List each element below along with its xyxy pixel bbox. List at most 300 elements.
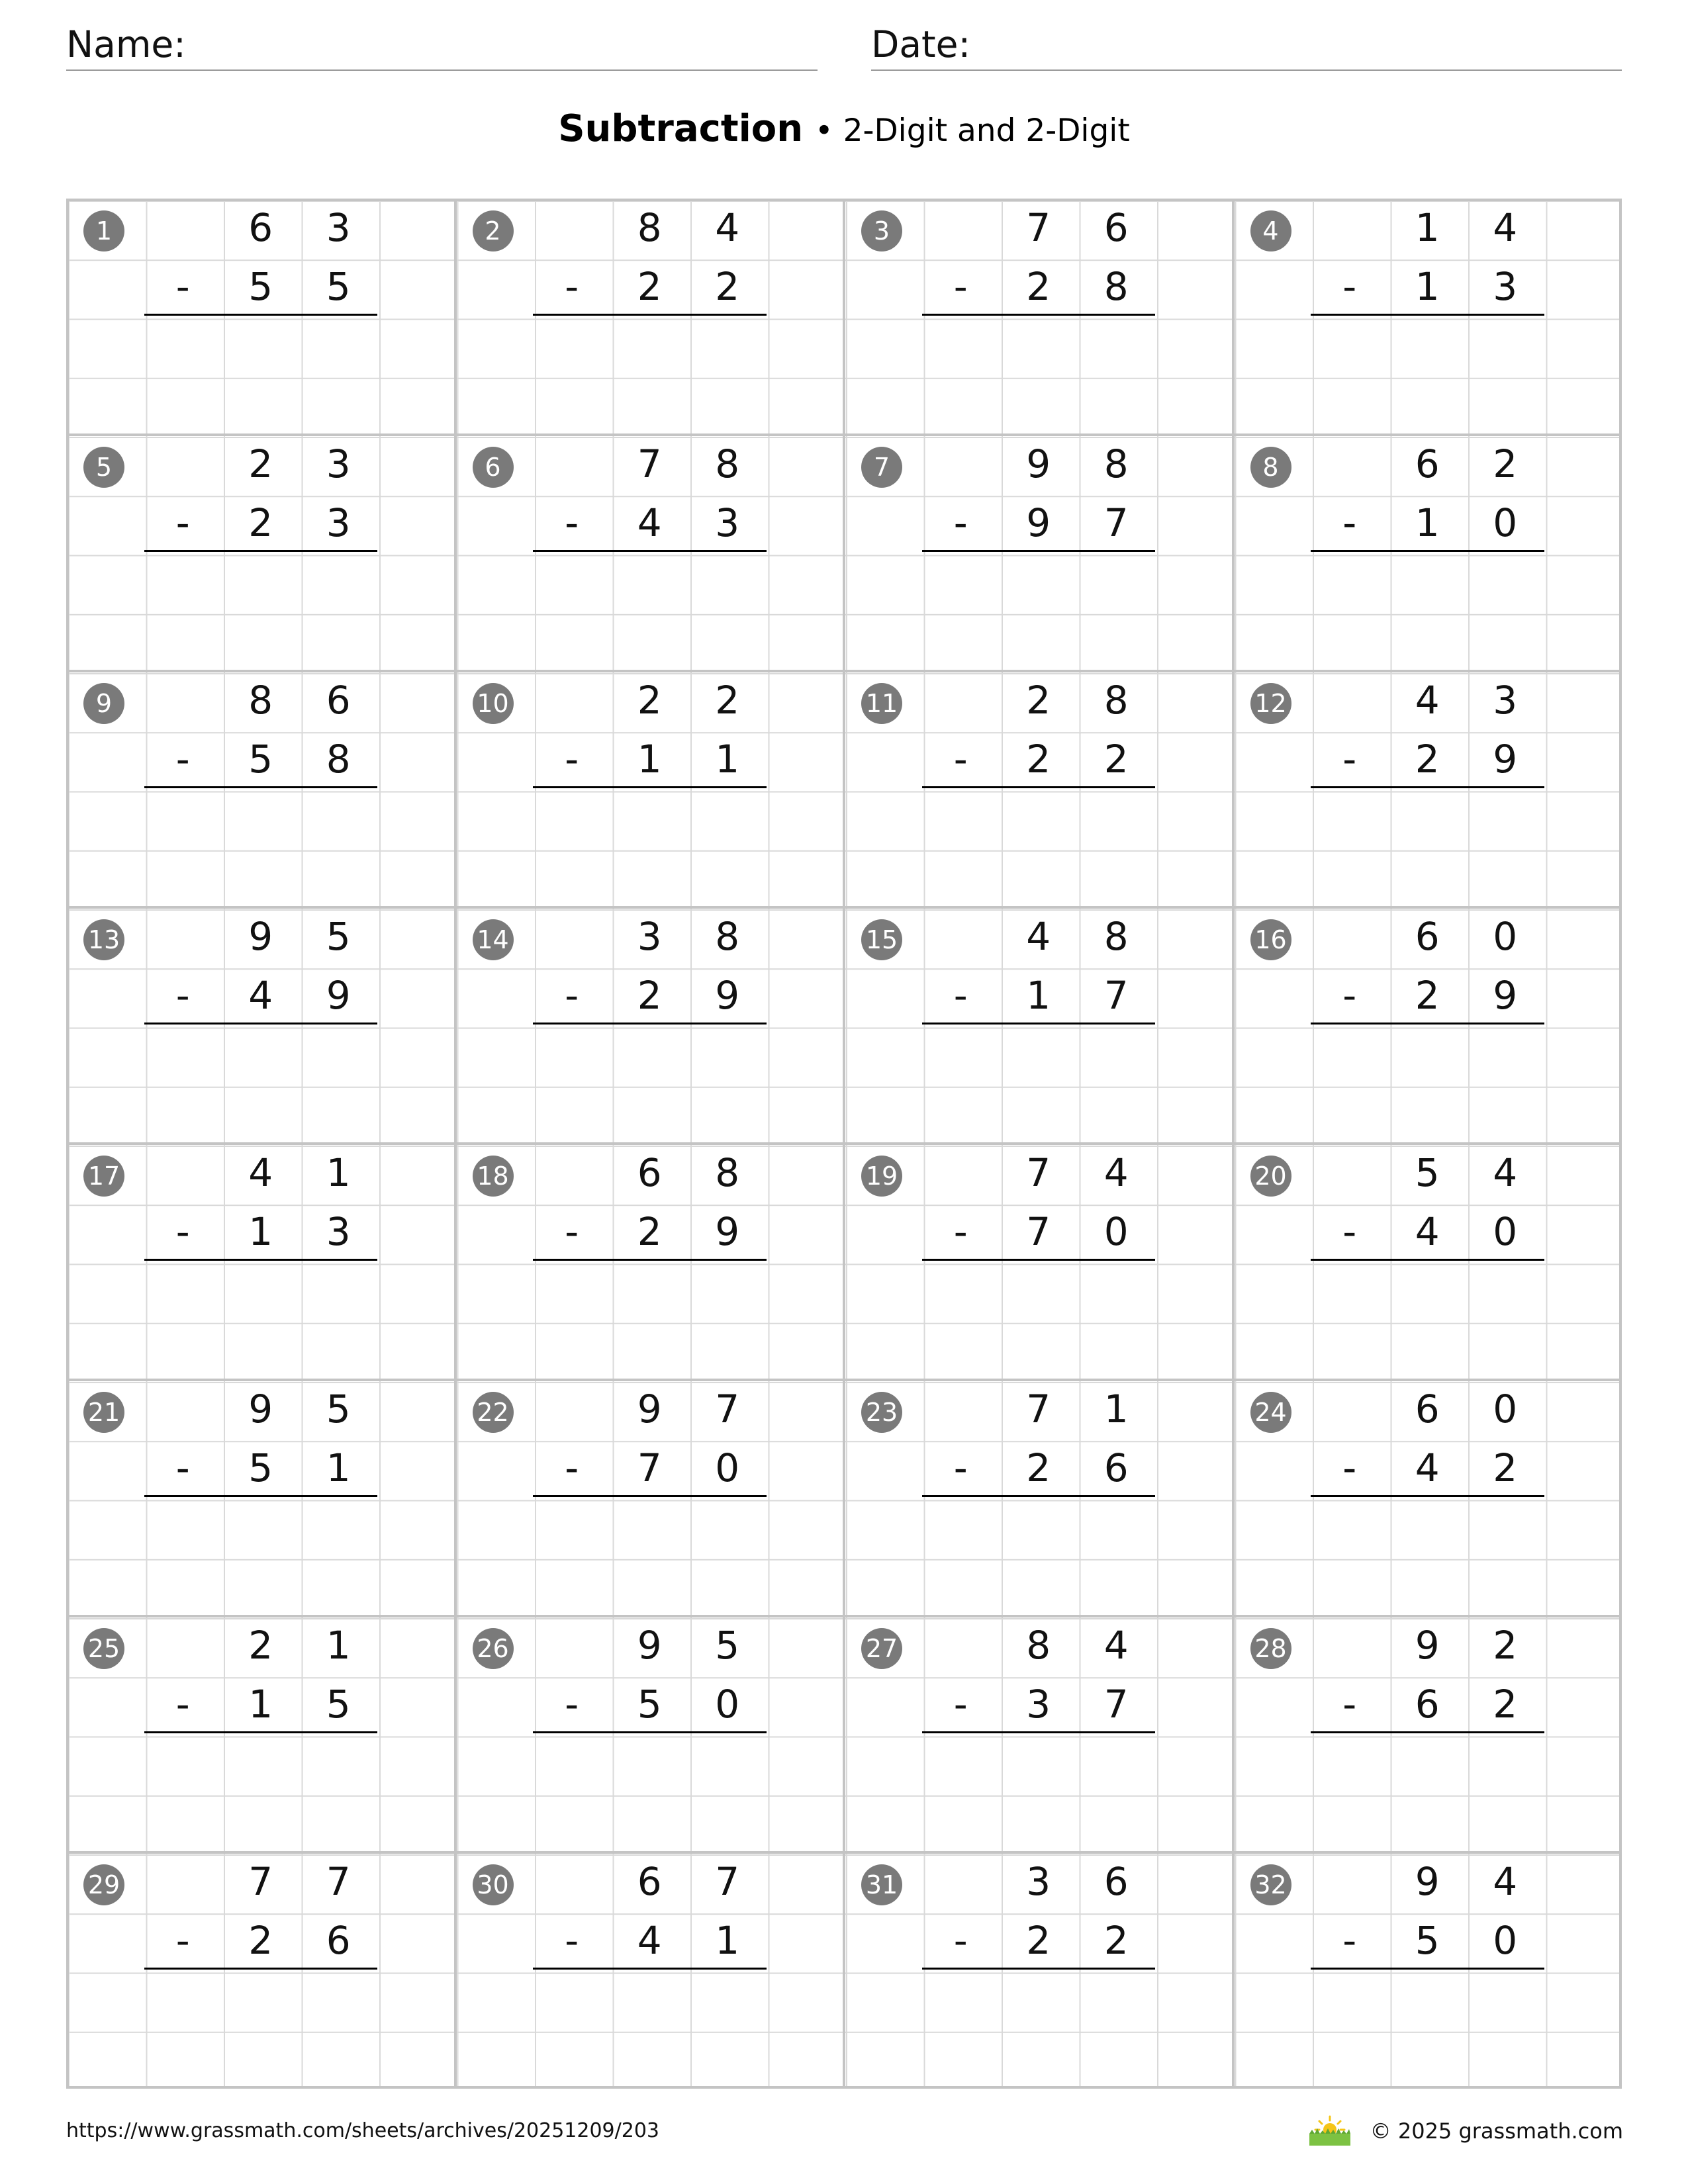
- answer-line: [922, 314, 1156, 316]
- subtrahend-tens-digit: 2: [248, 500, 273, 546]
- minus-sign: -: [953, 973, 968, 1019]
- subtrahend-tens-digit: 2: [1415, 973, 1440, 1019]
- problem-number-badge: 23: [861, 1392, 902, 1433]
- minuend-tens-digit: 9: [248, 914, 273, 959]
- problem-29: [66, 1852, 455, 2089]
- minus-sign: -: [565, 1682, 579, 1727]
- answer-line: [144, 786, 378, 788]
- subtrahend-ones-digit: 6: [326, 1918, 351, 1964]
- subtrahend-tens-digit: 1: [637, 737, 662, 782]
- minuend-ones-digit: 4: [1103, 1623, 1129, 1668]
- minuend-tens-digit: 2: [248, 1623, 273, 1668]
- subtrahend-tens-digit: 5: [248, 1445, 273, 1491]
- subtrahend-tens-digit: 2: [1026, 737, 1051, 782]
- minuend-tens-digit: 6: [1415, 441, 1440, 486]
- minuend-ones-digit: 1: [326, 1150, 351, 1195]
- subtrahend-tens-digit: 5: [1415, 1918, 1440, 1964]
- subtrahend-ones-digit: 0: [715, 1445, 740, 1491]
- answer-area[interactable]: [922, 790, 1156, 908]
- minus-sign: -: [953, 1209, 968, 1255]
- minus-sign: -: [953, 737, 968, 782]
- subtrahend-tens-digit: 2: [1026, 264, 1051, 310]
- subtrahend-ones-digit: 3: [1493, 264, 1518, 310]
- answer-line: [1311, 1495, 1544, 1497]
- problem-12: [1233, 671, 1622, 907]
- subtrahend-tens-digit: 4: [1415, 1209, 1440, 1255]
- subtrahend-tens-digit: 9: [1026, 500, 1051, 546]
- minuend-ones-digit: 2: [1493, 441, 1518, 486]
- subtrahend-ones-digit: 0: [1493, 1918, 1518, 1964]
- minuend-ones-digit: 3: [326, 441, 351, 486]
- subtrahend-tens-digit: 2: [248, 1918, 273, 1964]
- problem-number-badge: 14: [473, 919, 514, 960]
- minuend-ones-digit: 3: [326, 205, 351, 250]
- minus-sign: -: [1342, 1445, 1357, 1491]
- answer-area[interactable]: [1311, 553, 1544, 672]
- problem-grid: [66, 199, 1622, 2089]
- minuend-tens-digit: 2: [1026, 678, 1051, 723]
- answer-area[interactable]: [922, 1971, 1156, 2089]
- problem-31: [844, 1852, 1233, 2089]
- minus-sign: -: [175, 1209, 190, 1255]
- subtrahend-tens-digit: 3: [1026, 1682, 1051, 1727]
- subtrahend-tens-digit: 5: [248, 264, 273, 310]
- subtrahend-ones-digit: 3: [326, 1209, 351, 1255]
- problem-5: [66, 435, 455, 671]
- subtrahend-tens-digit: 4: [248, 973, 273, 1019]
- subtrahend-ones-digit: 3: [715, 500, 740, 546]
- minuend-tens-digit: 6: [637, 1150, 662, 1195]
- subtrahend-ones-digit: 1: [715, 1918, 740, 1964]
- answer-area[interactable]: [533, 1262, 767, 1381]
- grass-icon: [1309, 2134, 1350, 2146]
- minus-sign: -: [565, 1918, 579, 1964]
- subtrahend-tens-digit: 2: [637, 973, 662, 1019]
- minus-sign: -: [953, 264, 968, 310]
- minus-sign: -: [1342, 264, 1357, 310]
- problem-number-badge: 18: [473, 1156, 514, 1197]
- minuend-ones-digit: 3: [1493, 678, 1518, 723]
- minuend-ones-digit: 5: [326, 1387, 351, 1432]
- subtrahend-ones-digit: 7: [1103, 500, 1129, 546]
- title-subtitle: • 2-Digit and 2-Digit: [814, 113, 1130, 149]
- answer-area[interactable]: [533, 1026, 767, 1144]
- minus-sign: -: [1342, 737, 1357, 782]
- answer-line: [1311, 314, 1544, 316]
- answer-line: [922, 1968, 1156, 1970]
- answer-line: [144, 1495, 378, 1497]
- answer-line: [144, 1968, 378, 1970]
- date-field[interactable]: [871, 20, 1622, 71]
- subtrahend-ones-digit: 9: [1493, 737, 1518, 782]
- answer-area[interactable]: [144, 317, 378, 435]
- minuend-tens-digit: 9: [1026, 441, 1051, 486]
- answer-area[interactable]: [533, 790, 767, 908]
- problem-number-badge: 3: [861, 210, 902, 251]
- subtrahend-ones-digit: 7: [1103, 973, 1129, 1019]
- problem-18: [455, 1144, 845, 1380]
- minus-sign: -: [1342, 1918, 1357, 1964]
- answer-area[interactable]: [144, 1498, 378, 1617]
- problem-number-badge: 5: [83, 447, 124, 488]
- subtrahend-tens-digit: 2: [1026, 1445, 1051, 1491]
- answer-area[interactable]: [533, 317, 767, 435]
- answer-line: [533, 1968, 767, 1970]
- problem-number-badge: 13: [83, 919, 124, 960]
- worksheet-title: [0, 103, 1688, 158]
- problem-number-badge: 26: [473, 1628, 514, 1669]
- minus-sign: -: [175, 1445, 190, 1491]
- minuend-tens-digit: 4: [248, 1150, 273, 1195]
- minuend-ones-digit: 7: [715, 1859, 740, 1904]
- subtrahend-tens-digit: 1: [1415, 500, 1440, 546]
- minuend-tens-digit: 3: [637, 914, 662, 959]
- minus-sign: -: [565, 1445, 579, 1491]
- subtrahend-ones-digit: 9: [1493, 973, 1518, 1019]
- minus-sign: -: [175, 1682, 190, 1727]
- problem-number-badge: 20: [1250, 1156, 1291, 1197]
- answer-line: [922, 1259, 1156, 1261]
- minus-sign: -: [565, 1209, 579, 1255]
- problem-22: [455, 1380, 845, 1616]
- answer-area[interactable]: [922, 553, 1156, 672]
- minuend-tens-digit: 9: [1415, 1859, 1440, 1904]
- minuend-ones-digit: 1: [326, 1623, 351, 1668]
- subtrahend-tens-digit: 2: [637, 264, 662, 310]
- answer-area[interactable]: [922, 1262, 1156, 1381]
- subtrahend-ones-digit: 2: [715, 264, 740, 310]
- answer-line: [144, 550, 378, 552]
- name-label: Name:: [66, 23, 186, 66]
- problem-13: [66, 907, 455, 1144]
- minuend-ones-digit: 5: [715, 1623, 740, 1668]
- subtrahend-tens-digit: 2: [1026, 1918, 1051, 1964]
- subtrahend-ones-digit: 8: [1103, 264, 1129, 310]
- answer-area[interactable]: [922, 1026, 1156, 1144]
- subtrahend-ones-digit: 2: [1103, 737, 1129, 782]
- problem-24: [1233, 1380, 1622, 1616]
- answer-line: [144, 1259, 378, 1261]
- answer-line: [533, 1731, 767, 1733]
- answer-area[interactable]: [533, 1971, 767, 2089]
- minuend-ones-digit: 6: [326, 678, 351, 723]
- problem-32: [1233, 1852, 1622, 2089]
- minus-sign: -: [565, 500, 579, 546]
- answer-area[interactable]: [144, 1971, 378, 2089]
- minuend-ones-digit: 1: [1103, 1387, 1129, 1432]
- problem-21: [66, 1380, 455, 1616]
- copyright-text: © 2025 grassmath.com: [1370, 2118, 1623, 2144]
- answer-area[interactable]: [1311, 790, 1544, 908]
- minus-sign: -: [1342, 1209, 1357, 1255]
- minuend-ones-digit: 6: [1103, 1859, 1129, 1904]
- subtrahend-ones-digit: 2: [1493, 1445, 1518, 1491]
- minus-sign: -: [175, 264, 190, 310]
- minuend-ones-digit: 2: [715, 678, 740, 723]
- subtrahend-ones-digit: 3: [326, 500, 351, 546]
- subtrahend-tens-digit: 4: [1415, 1445, 1440, 1491]
- name-field[interactable]: [66, 20, 818, 71]
- problem-number-badge: 4: [1250, 210, 1291, 251]
- answer-line: [533, 314, 767, 316]
- answer-area[interactable]: [1311, 1498, 1544, 1617]
- problem-19: [844, 1144, 1233, 1380]
- problem-number-badge: 27: [861, 1628, 902, 1669]
- answer-area[interactable]: [1311, 1735, 1544, 1853]
- minuend-tens-digit: 7: [637, 441, 662, 486]
- problem-number-badge: 1: [83, 210, 124, 251]
- problem-number-badge: 21: [83, 1392, 124, 1433]
- minuend-tens-digit: 9: [248, 1387, 273, 1432]
- minuend-tens-digit: 1: [1415, 205, 1440, 250]
- answer-line: [144, 1023, 378, 1024]
- answer-area[interactable]: [1311, 1262, 1544, 1381]
- problem-7: [844, 435, 1233, 671]
- answer-line: [533, 786, 767, 788]
- subtrahend-ones-digit: 9: [326, 973, 351, 1019]
- subtrahend-tens-digit: 5: [637, 1682, 662, 1727]
- problem-2: [455, 199, 845, 435]
- minuend-ones-digit: 0: [1493, 914, 1518, 959]
- minuend-tens-digit: 4: [1415, 678, 1440, 723]
- minuend-tens-digit: 6: [1415, 914, 1440, 959]
- minus-sign: -: [953, 1682, 968, 1727]
- answer-line: [533, 550, 767, 552]
- problem-number-badge: 9: [83, 683, 124, 724]
- answer-line: [922, 550, 1156, 552]
- minuend-ones-digit: 8: [715, 441, 740, 486]
- minuend-tens-digit: 9: [637, 1387, 662, 1432]
- problem-number-badge: 29: [83, 1864, 124, 1905]
- subtrahend-ones-digit: 8: [326, 737, 351, 782]
- subtrahend-ones-digit: 9: [715, 1209, 740, 1255]
- answer-area[interactable]: [144, 790, 378, 908]
- problem-number-badge: 7: [861, 447, 902, 488]
- answer-line: [1311, 1731, 1544, 1733]
- answer-area[interactable]: [1311, 1971, 1544, 2089]
- subtrahend-ones-digit: 2: [1493, 1682, 1518, 1727]
- answer-area[interactable]: [533, 553, 767, 672]
- answer-line: [1311, 786, 1544, 788]
- problem-3: [844, 199, 1233, 435]
- subtrahend-tens-digit: 5: [248, 737, 273, 782]
- minuend-ones-digit: 7: [326, 1859, 351, 1904]
- minus-sign: -: [565, 264, 579, 310]
- problem-6: [455, 435, 845, 671]
- answer-line: [533, 1259, 767, 1261]
- problem-number-badge: 12: [1250, 683, 1291, 724]
- minuend-ones-digit: 8: [1103, 914, 1129, 959]
- minuend-tens-digit: 7: [1026, 1387, 1051, 1432]
- subtrahend-ones-digit: 0: [1493, 1209, 1518, 1255]
- problem-number-badge: 28: [1250, 1628, 1291, 1669]
- minuend-tens-digit: 8: [248, 678, 273, 723]
- minuend-ones-digit: 8: [1103, 441, 1129, 486]
- subtrahend-ones-digit: 0: [1493, 500, 1518, 546]
- minus-sign: -: [953, 500, 968, 546]
- subtrahend-tens-digit: 7: [1026, 1209, 1051, 1255]
- minuend-ones-digit: 4: [1493, 1859, 1518, 1904]
- minuend-tens-digit: 6: [1415, 1387, 1440, 1432]
- subtrahend-tens-digit: 7: [637, 1445, 662, 1491]
- answer-line: [1311, 1968, 1544, 1970]
- problem-number-badge: 17: [83, 1156, 124, 1197]
- problem-11: [844, 671, 1233, 907]
- minuend-tens-digit: 8: [1026, 1623, 1051, 1668]
- subtrahend-tens-digit: 4: [637, 1918, 662, 1964]
- minuend-tens-digit: 9: [637, 1623, 662, 1668]
- subtrahend-tens-digit: 4: [637, 500, 662, 546]
- minuend-ones-digit: 7: [715, 1387, 740, 1432]
- subtrahend-ones-digit: 1: [326, 1445, 351, 1491]
- minus-sign: -: [175, 737, 190, 782]
- answer-line: [1311, 1023, 1544, 1024]
- minuend-ones-digit: 4: [1493, 1150, 1518, 1195]
- answer-area[interactable]: [922, 317, 1156, 435]
- problem-number-badge: 2: [473, 210, 514, 251]
- problem-30: [455, 1852, 845, 2089]
- answer-line: [922, 1731, 1156, 1733]
- minus-sign: -: [1342, 973, 1357, 1019]
- minuend-tens-digit: 2: [637, 678, 662, 723]
- minuend-tens-digit: 4: [1026, 914, 1051, 959]
- minuend-tens-digit: 7: [1026, 1150, 1051, 1195]
- subtrahend-tens-digit: 6: [1415, 1682, 1440, 1727]
- answer-line: [144, 1731, 378, 1733]
- minuend-tens-digit: 3: [1026, 1859, 1051, 1904]
- minuend-tens-digit: 9: [1415, 1623, 1440, 1668]
- date-label: Date:: [871, 23, 970, 66]
- answer-line: [533, 1023, 767, 1024]
- problem-number-badge: 11: [861, 683, 902, 724]
- subtrahend-ones-digit: 5: [326, 264, 351, 310]
- answer-area[interactable]: [144, 553, 378, 672]
- problem-15: [844, 907, 1233, 1144]
- problem-number-badge: 6: [473, 447, 514, 488]
- subtrahend-tens-digit: 2: [637, 1209, 662, 1255]
- subtrahend-ones-digit: 1: [715, 737, 740, 782]
- minuend-tens-digit: 2: [248, 441, 273, 486]
- problem-number-badge: 19: [861, 1156, 902, 1197]
- problem-8: [1233, 435, 1622, 671]
- problem-17: [66, 1144, 455, 1380]
- minus-sign: -: [175, 500, 190, 546]
- problem-number-badge: 15: [861, 919, 902, 960]
- minuend-ones-digit: 8: [715, 1150, 740, 1195]
- answer-area[interactable]: [144, 1735, 378, 1853]
- footer-url: https://www.grassmath.com/sheets/archives/20251209/203: [66, 2119, 660, 2142]
- problem-number-badge: 22: [473, 1392, 514, 1433]
- problem-26: [455, 1616, 845, 1852]
- answer-area[interactable]: [1311, 317, 1544, 435]
- problem-1: [66, 199, 455, 435]
- answer-area[interactable]: [144, 1026, 378, 1144]
- problem-9: [66, 671, 455, 907]
- problem-number-badge: 24: [1250, 1392, 1291, 1433]
- problem-23: [844, 1380, 1233, 1616]
- minus-sign: -: [175, 1918, 190, 1964]
- answer-line: [922, 786, 1156, 788]
- subtrahend-tens-digit: 1: [1026, 973, 1051, 1019]
- problem-16: [1233, 907, 1622, 1144]
- answer-line: [1311, 550, 1544, 552]
- minuend-ones-digit: 2: [1493, 1623, 1518, 1668]
- problem-number-badge: 30: [473, 1864, 514, 1905]
- answer-area[interactable]: [533, 1735, 767, 1853]
- subtrahend-tens-digit: 1: [248, 1209, 273, 1255]
- minuend-tens-digit: 7: [1026, 205, 1051, 250]
- problem-number-badge: 25: [83, 1628, 124, 1669]
- footer-brand: [1307, 2115, 1623, 2147]
- minuend-tens-digit: 6: [637, 1859, 662, 1904]
- problem-25: [66, 1616, 455, 1852]
- minuend-ones-digit: 8: [715, 914, 740, 959]
- subtrahend-ones-digit: 5: [326, 1682, 351, 1727]
- subtrahend-tens-digit: 1: [248, 1682, 273, 1727]
- minuend-tens-digit: 6: [248, 205, 273, 250]
- minus-sign: -: [565, 973, 579, 1019]
- subtrahend-ones-digit: 7: [1103, 1682, 1129, 1727]
- minuend-ones-digit: 4: [1103, 1150, 1129, 1195]
- answer-area[interactable]: [144, 1262, 378, 1381]
- subtrahend-ones-digit: 6: [1103, 1445, 1129, 1491]
- minus-sign: -: [565, 737, 579, 782]
- answer-line: [922, 1023, 1156, 1024]
- problem-4: [1233, 199, 1622, 435]
- problem-number-badge: 16: [1250, 919, 1291, 960]
- problem-20: [1233, 1144, 1622, 1380]
- minus-sign: -: [175, 973, 190, 1019]
- answer-line: [922, 1495, 1156, 1497]
- minus-sign: -: [953, 1918, 968, 1964]
- minuend-ones-digit: 0: [1493, 1387, 1518, 1432]
- subtrahend-tens-digit: 2: [1415, 737, 1440, 782]
- minus-sign: -: [1342, 500, 1357, 546]
- answer-area[interactable]: [922, 1735, 1156, 1853]
- problem-number-badge: 32: [1250, 1864, 1291, 1905]
- problem-number-badge: 8: [1250, 447, 1291, 488]
- answer-area[interactable]: [1311, 1026, 1544, 1144]
- grass-sun-logo-icon: [1307, 2115, 1353, 2147]
- minus-sign: -: [1342, 1682, 1357, 1727]
- minuend-ones-digit: 5: [326, 914, 351, 959]
- subtrahend-ones-digit: 2: [1103, 1918, 1129, 1964]
- minuend-ones-digit: 4: [715, 205, 740, 250]
- minuend-tens-digit: 7: [248, 1859, 273, 1904]
- minuend-tens-digit: 8: [637, 205, 662, 250]
- answer-line: [1311, 1259, 1544, 1261]
- minuend-ones-digit: 8: [1103, 678, 1129, 723]
- problem-10: [455, 671, 845, 907]
- subtrahend-tens-digit: 1: [1415, 264, 1440, 310]
- problem-number-badge: 31: [861, 1864, 902, 1905]
- problem-number-badge: 10: [473, 683, 514, 724]
- minuend-tens-digit: 5: [1415, 1150, 1440, 1195]
- answer-line: [144, 314, 378, 316]
- answer-area[interactable]: [533, 1498, 767, 1617]
- problem-28: [1233, 1616, 1622, 1852]
- subtrahend-ones-digit: 0: [715, 1682, 740, 1727]
- problem-14: [455, 907, 845, 1144]
- problem-27: [844, 1616, 1233, 1852]
- minuend-ones-digit: 4: [1493, 205, 1518, 250]
- title-main: Subtraction: [558, 107, 804, 150]
- subtrahend-ones-digit: 9: [715, 973, 740, 1019]
- answer-area[interactable]: [922, 1498, 1156, 1617]
- subtrahend-ones-digit: 0: [1103, 1209, 1129, 1255]
- minus-sign: -: [953, 1445, 968, 1491]
- answer-line: [533, 1495, 767, 1497]
